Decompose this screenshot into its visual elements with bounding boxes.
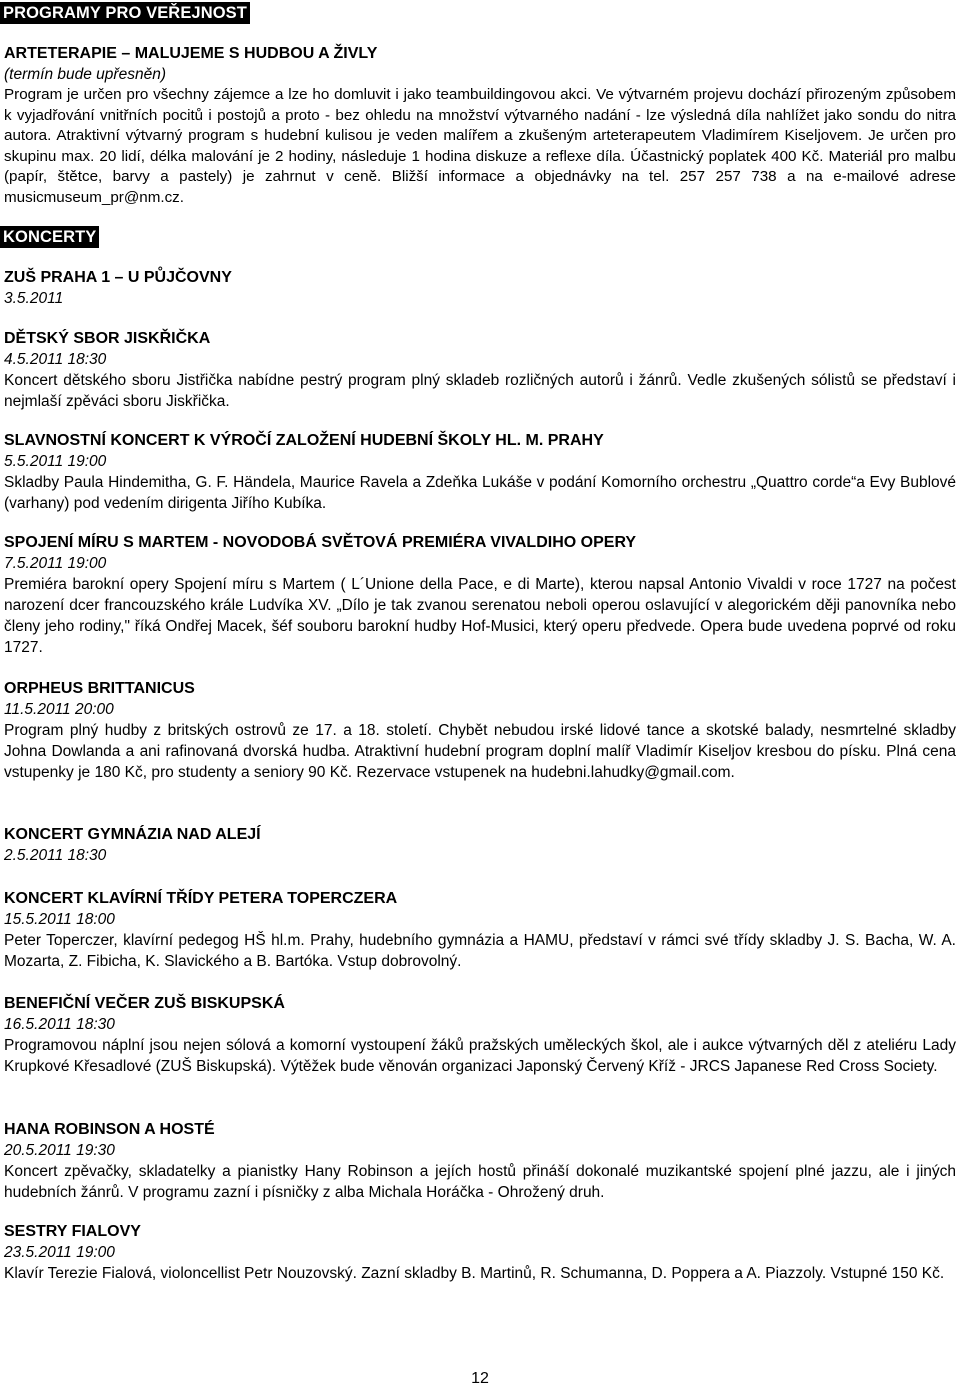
event-title: SLAVNOSTNÍ KONCERT K VÝROČÍ ZALOŽENÍ HUDEBNÍ ŠKOLY HL. M. PRAHY <box>4 432 604 449</box>
event-description: Program je určen pro všechny zájemce a lze ho domluvit i jako teambuildingovou akci. Ve výtvarném projevu dochází přirozeným způsobem k vyjadřování vnitřních pocitů i postojů a proto - bez ohledu na množství výtvarného nadání - lze výsledná díla nahlížet jako sondu do nitra autora. Atraktivní výtvarný program s hudební kulisou je veden malířem a zkušeným arteterapeutem Vladimírem Kiseljovem. Je určen pro skupinu max. 20 lidí, délka malování je 2 hodiny, následuje 1 hodina diskuze a reflexe díla. Účastnický poplatek 400 Kč. Materiál pro malbu (papír, štětce, barvy a pastely) je zahrnut v ceně. Bližší informace a objednávky na tel. 257 257 738 a na e-mailové adrese musicmuseum_pr@nm.cz. <box>4 86 956 206</box>
event-hana-robinson <box>4 1119 956 1203</box>
event-date: 15.5.2011 18:00 <box>4 911 115 928</box>
event-arteterapie <box>4 43 956 209</box>
event-spojeni-miru <box>4 532 956 658</box>
event-date: 11.5.2011 20:00 <box>4 701 114 718</box>
event-title: KONCERT GYMNÁZIA NAD ALEJÍ <box>4 826 261 843</box>
event-slavnostni-koncert <box>4 430 956 514</box>
event-description: Skladby Paula Hindemitha, G. F. Händela, Maurice Ravela a Zdeňka Lukáše v podání Komorního orchestru „Quattro corde“a Evy Bublové (varhany) pod vedením dirigenta Jiřího Kubíka. <box>4 474 956 512</box>
event-description: Peter Toperczer, klavírní pedegog HŠ hl.m. Prahy, hudebního gymnázia a HAMU, představí v rámci své třídy skladby J. S. Bacha, W. A. Mozarta, Z. Fibicha, K. Slavického a B. Bartóka. Vstup dobrovolný. <box>4 932 956 970</box>
event-title: BENEFIČNÍ VEČER ZUŠ BISKUPSKÁ <box>4 995 285 1012</box>
event-title: ZUŠ PRAHA 1 – U PŮJČOVNY <box>4 269 232 286</box>
section-heading-concerts: KONCERTY <box>0 226 99 248</box>
event-title: ORPHEUS BRITTANICUS <box>4 680 195 697</box>
event-benefice-biskupska <box>4 993 956 1077</box>
event-description: Koncert zpěvačky, skladatelky a pianistky Hany Robinson a jejích hostů přináší dokonalé muzikantské spojení plné jazzu, ale i jiných hudebních žánrů. V programu zazní i písničky z alba Michala Horáčka - Ohrožený druh. <box>4 1163 956 1201</box>
event-title: HANA ROBINSON A HOSTÉ <box>4 1121 215 1138</box>
event-date: 5.5.2011 19:00 <box>4 453 107 470</box>
event-description: Program plný hudby z britských ostrovů ze 17. a 18. století. Chybět nebudou irské lidové tance a skotské balady, nesmrtelné skladby Johna Dowlanda a ani rafinovaná dvorská hudba. Atraktivní hudební program doplní malíř Vladimír Kiseljov kresbou do písku. Plná cena vstupenky je 180 Kč, pro studenty a seniory 90 Kč. Rezervace vstupenek na hudebni.lahudky@gmail.com. <box>4 722 956 781</box>
event-date: 2.5.2011 18:30 <box>4 847 107 864</box>
event-date: 4.5.2011 18:30 <box>4 351 107 368</box>
event-orpheus-brittanicus <box>4 678 956 783</box>
event-title: KONCERT KLAVÍRNÍ TŘÍDY PETERA TOPERCZERA <box>4 890 398 907</box>
event-date: 3.5.2011 <box>4 290 64 307</box>
event-description: Premiéra barokní opery Spojení míru s Martem ( L´Unione della Pace, e di Marte), kterou napsal Antonio Vivaldi v roce 1727 na počest narození dcer francouzského krále Ludvíka XV. „Dílo je tak zvanou serenatou neboli operou oslavující v alegorickém ději panovníka nebo členy jeho rodiny," říká Ondřej Macek, šéf souboru barokní hudby Hof-Musici, který operu předvede. Opera bude uvedena poprvé od roku 1727. <box>4 576 956 656</box>
event-description: Klavír Terezie Fialová, violoncellist Petr Nouzovský. Zazní skladby B. Martinů, R. Schumanna, D. Poppera a A. Piazzoly. Vstupné 150 Kč. <box>4 1265 945 1282</box>
event-title: ARTETERAPIE – MALUJEME S HUDBOU A ŽIVLY <box>4 45 378 62</box>
event-date: 7.5.2011 19:00 <box>4 555 107 572</box>
event-title: DĚTSKÝ SBOR JISKŘIČKA <box>4 330 211 347</box>
page-number: 12 <box>471 1370 489 1387</box>
event-date: 16.5.2011 18:30 <box>4 1016 115 1033</box>
event-description: Programovou náplní jsou nejen sólová a komorní vystoupení žáků pražských uměleckých škol, ale i aukce výtvarných děl z ateliéru Lady Krupkové Křesadlové (ZUŠ Biskupská). Výtěžek bude věnován organizaci Japonský Červený Kříž - JRCS Japanese Red Cross Society. <box>4 1037 956 1075</box>
event-date: 23.5.2011 19:00 <box>4 1244 115 1261</box>
event-zus-praha <box>4 267 232 309</box>
event-date: (termín bude upřesněn) <box>4 66 166 83</box>
event-description: Koncert dětského sboru Jistřička nabídne pestrý program plný skladeb rozličných autorů i žánrů. Vedle zkušených sólistů se představí i nejmlaší zpěváci sboru Jiskřička. <box>4 372 956 410</box>
event-date: 20.5.2011 19:30 <box>4 1142 115 1159</box>
event-title: SESTRY FIALOVY <box>4 1223 141 1240</box>
section-heading-programs: PROGRAMY PRO VEŘEJNOST <box>0 2 250 24</box>
event-sestry-fialovy <box>4 1221 956 1284</box>
event-toperczer <box>4 888 956 972</box>
event-title: SPOJENÍ MÍRU S MARTEM - NOVODOBÁ SVĚTOVÁ PREMIÉRA VIVALDIHO OPERY <box>4 534 637 551</box>
event-gymnazium-nad-aleji <box>4 824 261 866</box>
event-jiskricka <box>4 328 956 412</box>
